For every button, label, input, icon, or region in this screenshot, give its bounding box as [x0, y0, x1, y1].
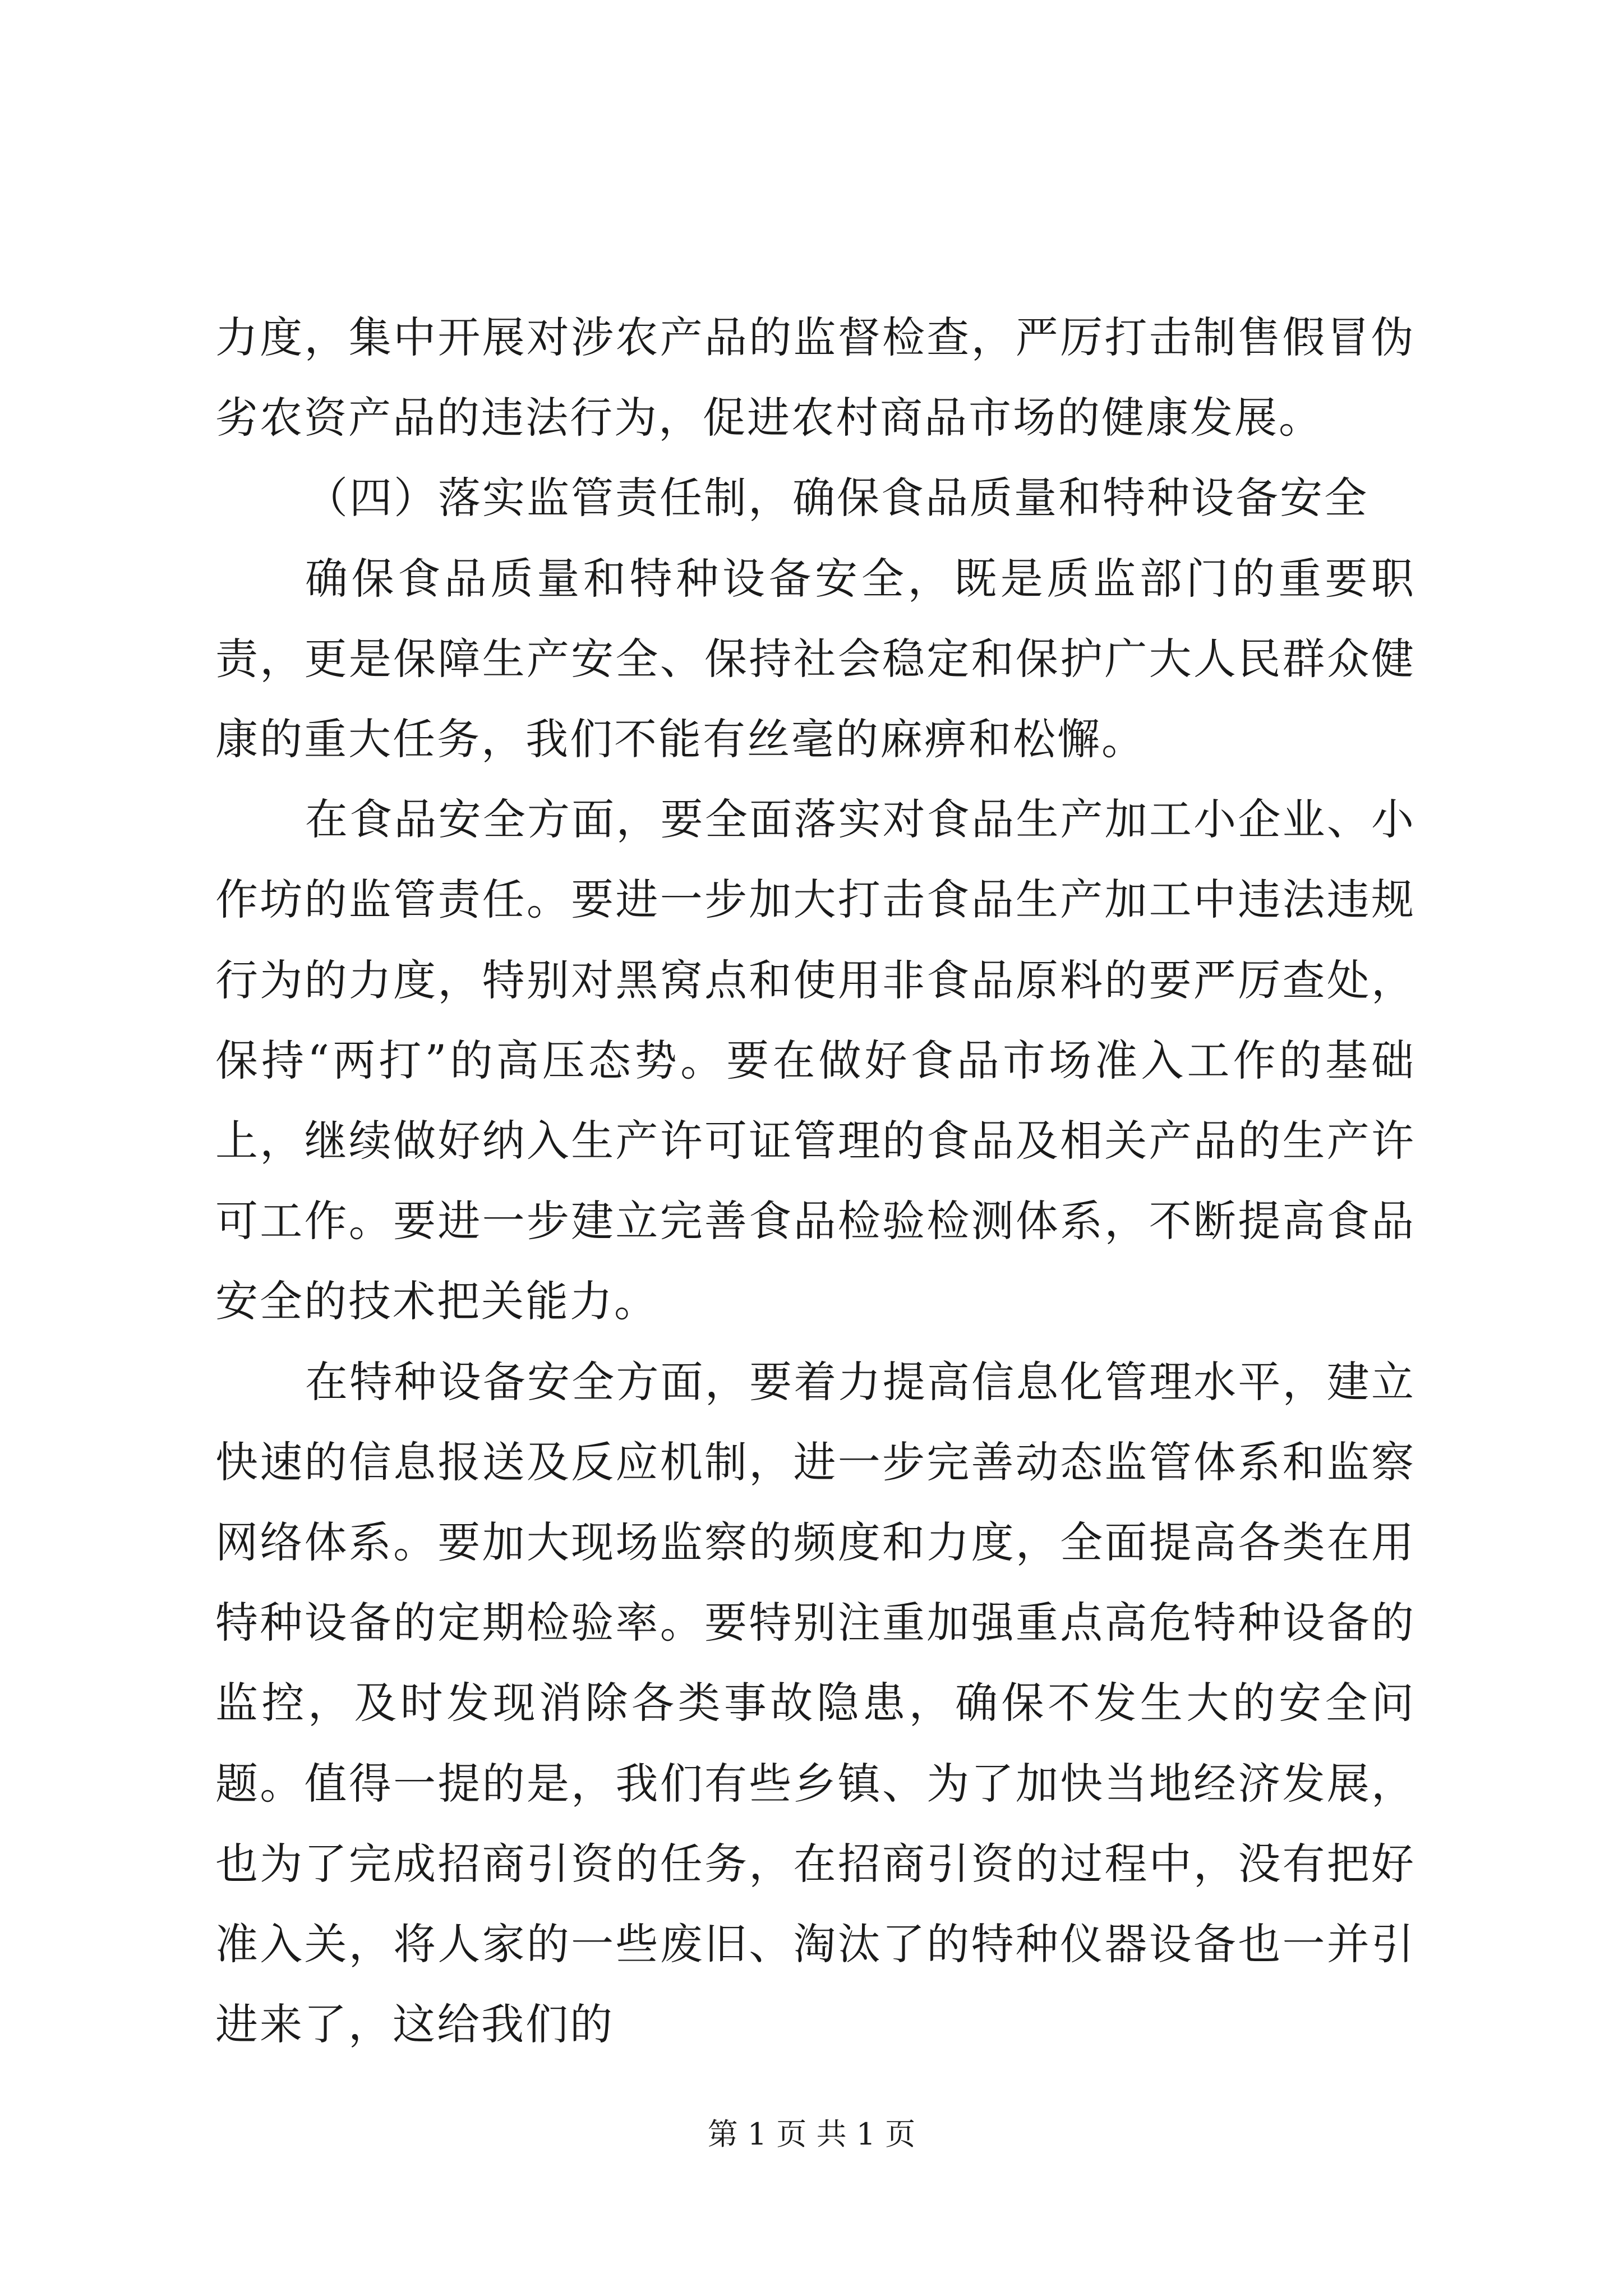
- paragraph-continuation: 力度，集中开展对涉农产品的监督检查，严厉打击制售假冒伪劣农资产品的违法行为，促进农村商品市场的健康发展。: [215, 312, 1415, 443]
- paragraph-responsibility: 确保食品质量和特种设备安全，既是质监部门的重要职责，更是保障生产安全、保持社会稳定和保护广大人民群众健康的重大任务，我们不能有丝毫的麻痹和松懈。: [215, 553, 1415, 765]
- page-number-footer: 第 1 页 共 1 页: [707, 2116, 916, 2152]
- paragraph-equipment-safety: 在特种设备安全方面，要着力提高信息化管理水平，建立快速的信息报送及反应机制，进一步完善动态监管体系和监察网络体系。要加大现场监察的频度和力度，全面提高各类在用特种设备的定期检验率。要特别注重加强重点高危特种设备的监控，及时发现消除各类事故隐患，确保不发生大的安全问题。值得一提的是，我们有些乡镇、为了加快当地经济发展，也为了完成招商引资的任务，在招商引资的过程中，没有把好准入关，将人家的一些废旧、淘汰了的特种仪器设备也一并引进来了，这给我们的: [215, 1356, 1415, 2050]
- section-heading: （四）落实监管责任制，确保食品质量和特种设备安全: [305, 473, 1368, 523]
- document-body: [215, 297, 1415, 2064]
- paragraph-food-safety: 在食品安全方面，要全面落实对食品生产加工小企业、小作坊的监管责任。要进一步加大打击食品生产加工中违法违规行为的力度，特别对黑窝点和使用非食品原料的要严厉查处，保持“两打”的高压态势。要在做好食品市场准入工作的基础上，继续做好纳入生产许可证管理的食品及相关产品的生产许可工作。要进一步建立完善食品检验检测体系，不断提高食品安全的技术把关能力。: [215, 794, 1415, 1327]
